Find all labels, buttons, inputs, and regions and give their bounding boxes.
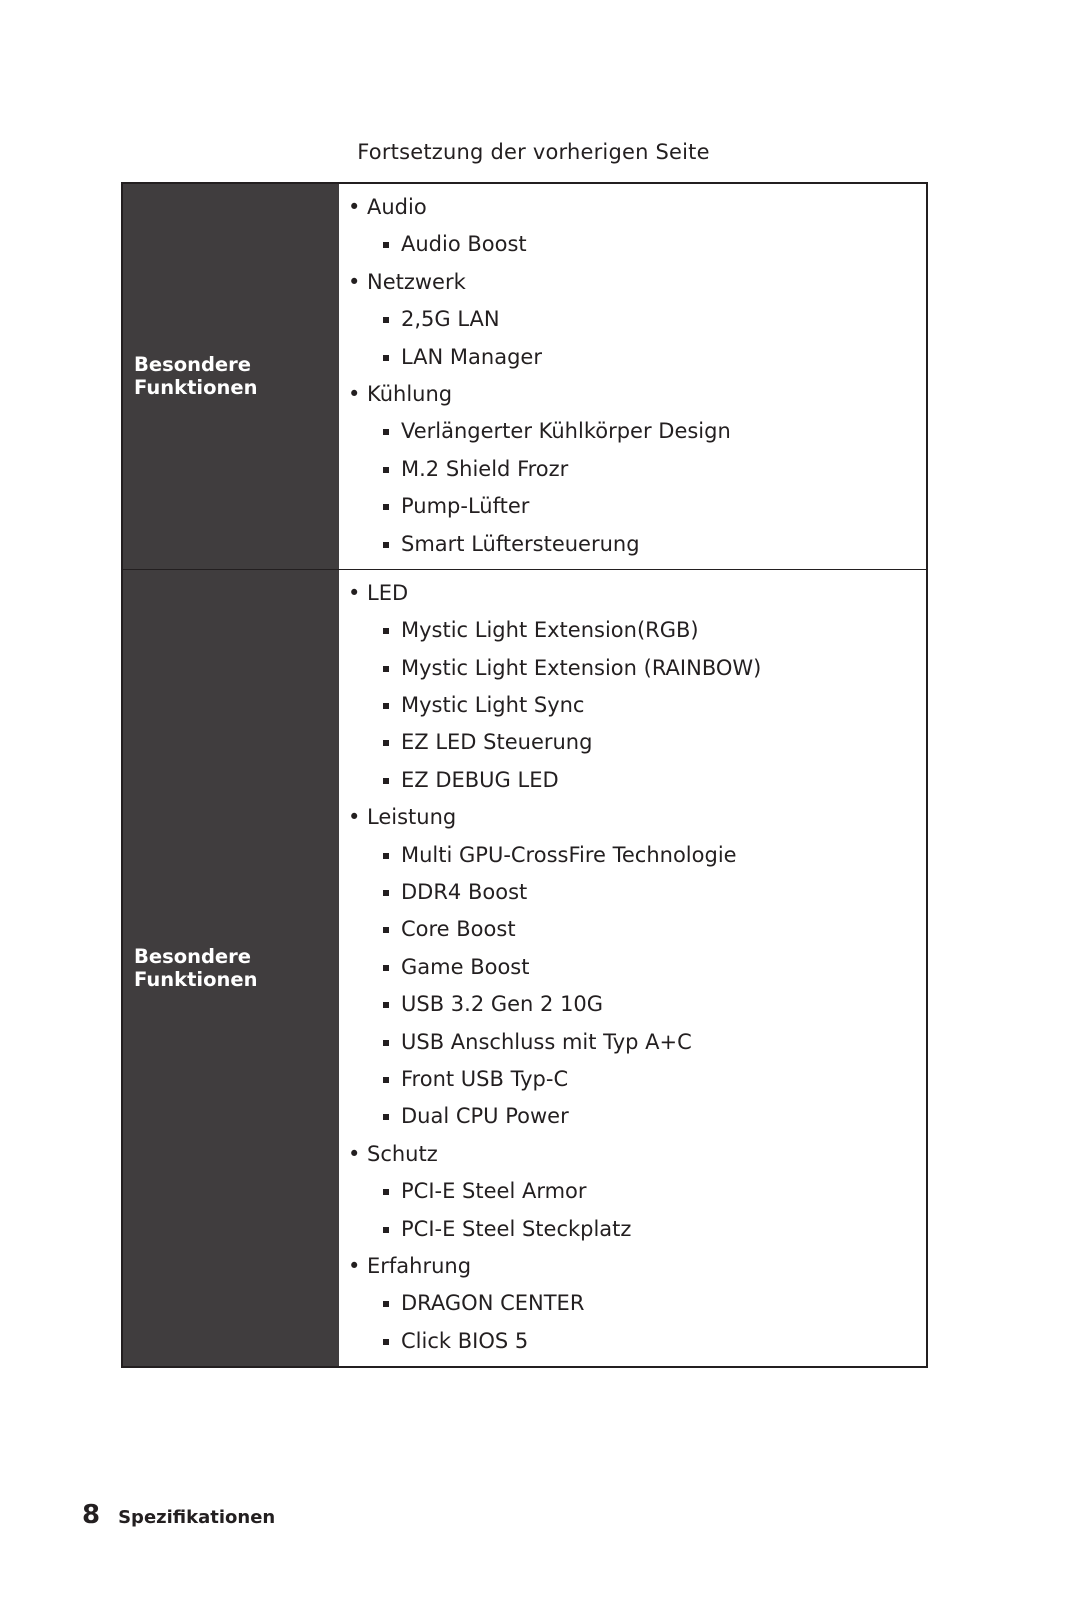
feature-item: Verlängerter Kühlkörper Design	[339, 413, 926, 450]
feature-item: DDR4 Boost	[339, 874, 926, 911]
feature-item: Multi GPU-CrossFire Technologie	[339, 837, 926, 874]
category-item: • LED	[339, 575, 926, 612]
page-footer	[82, 1500, 275, 1530]
feature-item: PCI-E Steel Armor	[339, 1173, 926, 1210]
feature-item: Front USB Typ-C	[339, 1061, 926, 1098]
continuation-note: Fortsetzung der vorherigen Seite	[357, 140, 710, 164]
category-item: • Erfahrung	[339, 1248, 926, 1285]
feature-item: USB 3.2 Gen 2 10G	[339, 986, 926, 1023]
row-body	[339, 570, 926, 1366]
feature-item: DRAGON CENTER	[339, 1285, 926, 1322]
category-item: • Audio	[339, 189, 926, 226]
row-header	[123, 570, 339, 1366]
feature-item: LAN Manager	[339, 339, 926, 376]
row-body	[339, 184, 926, 569]
page-number: 8	[82, 1500, 101, 1530]
category-item: • Leistung	[339, 799, 926, 836]
feature-item: PCI-E Steel Steckplatz	[339, 1211, 926, 1248]
feature-item: Dual CPU Power	[339, 1098, 926, 1135]
feature-item: Core Boost	[339, 911, 926, 948]
category-item: • Schutz	[339, 1136, 926, 1173]
row-header-line: Funktionen	[134, 968, 258, 991]
feature-item: USB Anschluss mit Typ A+C	[339, 1024, 926, 1061]
feature-item: Mystic Light Extension (RAINBOW)	[339, 650, 926, 687]
feature-item: Click BIOS 5	[339, 1323, 926, 1360]
feature-item: Pump-Lüfter	[339, 488, 926, 525]
table-row	[123, 184, 926, 570]
feature-item: Mystic Light Extension(RGB)	[339, 612, 926, 649]
feature-item: Mystic Light Sync	[339, 687, 926, 724]
row-header	[123, 184, 339, 569]
feature-item: M.2 Shield Frozr	[339, 451, 926, 488]
category-item: • Kühlung	[339, 376, 926, 413]
feature-item: Audio Boost	[339, 226, 926, 263]
section-title: Spezifikationen	[118, 1507, 276, 1528]
feature-item: EZ DEBUG LED	[339, 762, 926, 799]
row-header-line: Besondere	[134, 945, 251, 968]
row-header-line: Besondere	[134, 353, 251, 377]
feature-item: Game Boost	[339, 949, 926, 986]
feature-item: Smart Lüftersteuerung	[339, 526, 926, 563]
row-header-line: Funktionen	[134, 376, 258, 400]
spec-table	[121, 182, 928, 1368]
feature-item: EZ LED Steuerung	[339, 724, 926, 761]
category-item: • Netzwerk	[339, 264, 926, 301]
table-row	[123, 570, 926, 1366]
feature-item: 2,5G LAN	[339, 301, 926, 338]
